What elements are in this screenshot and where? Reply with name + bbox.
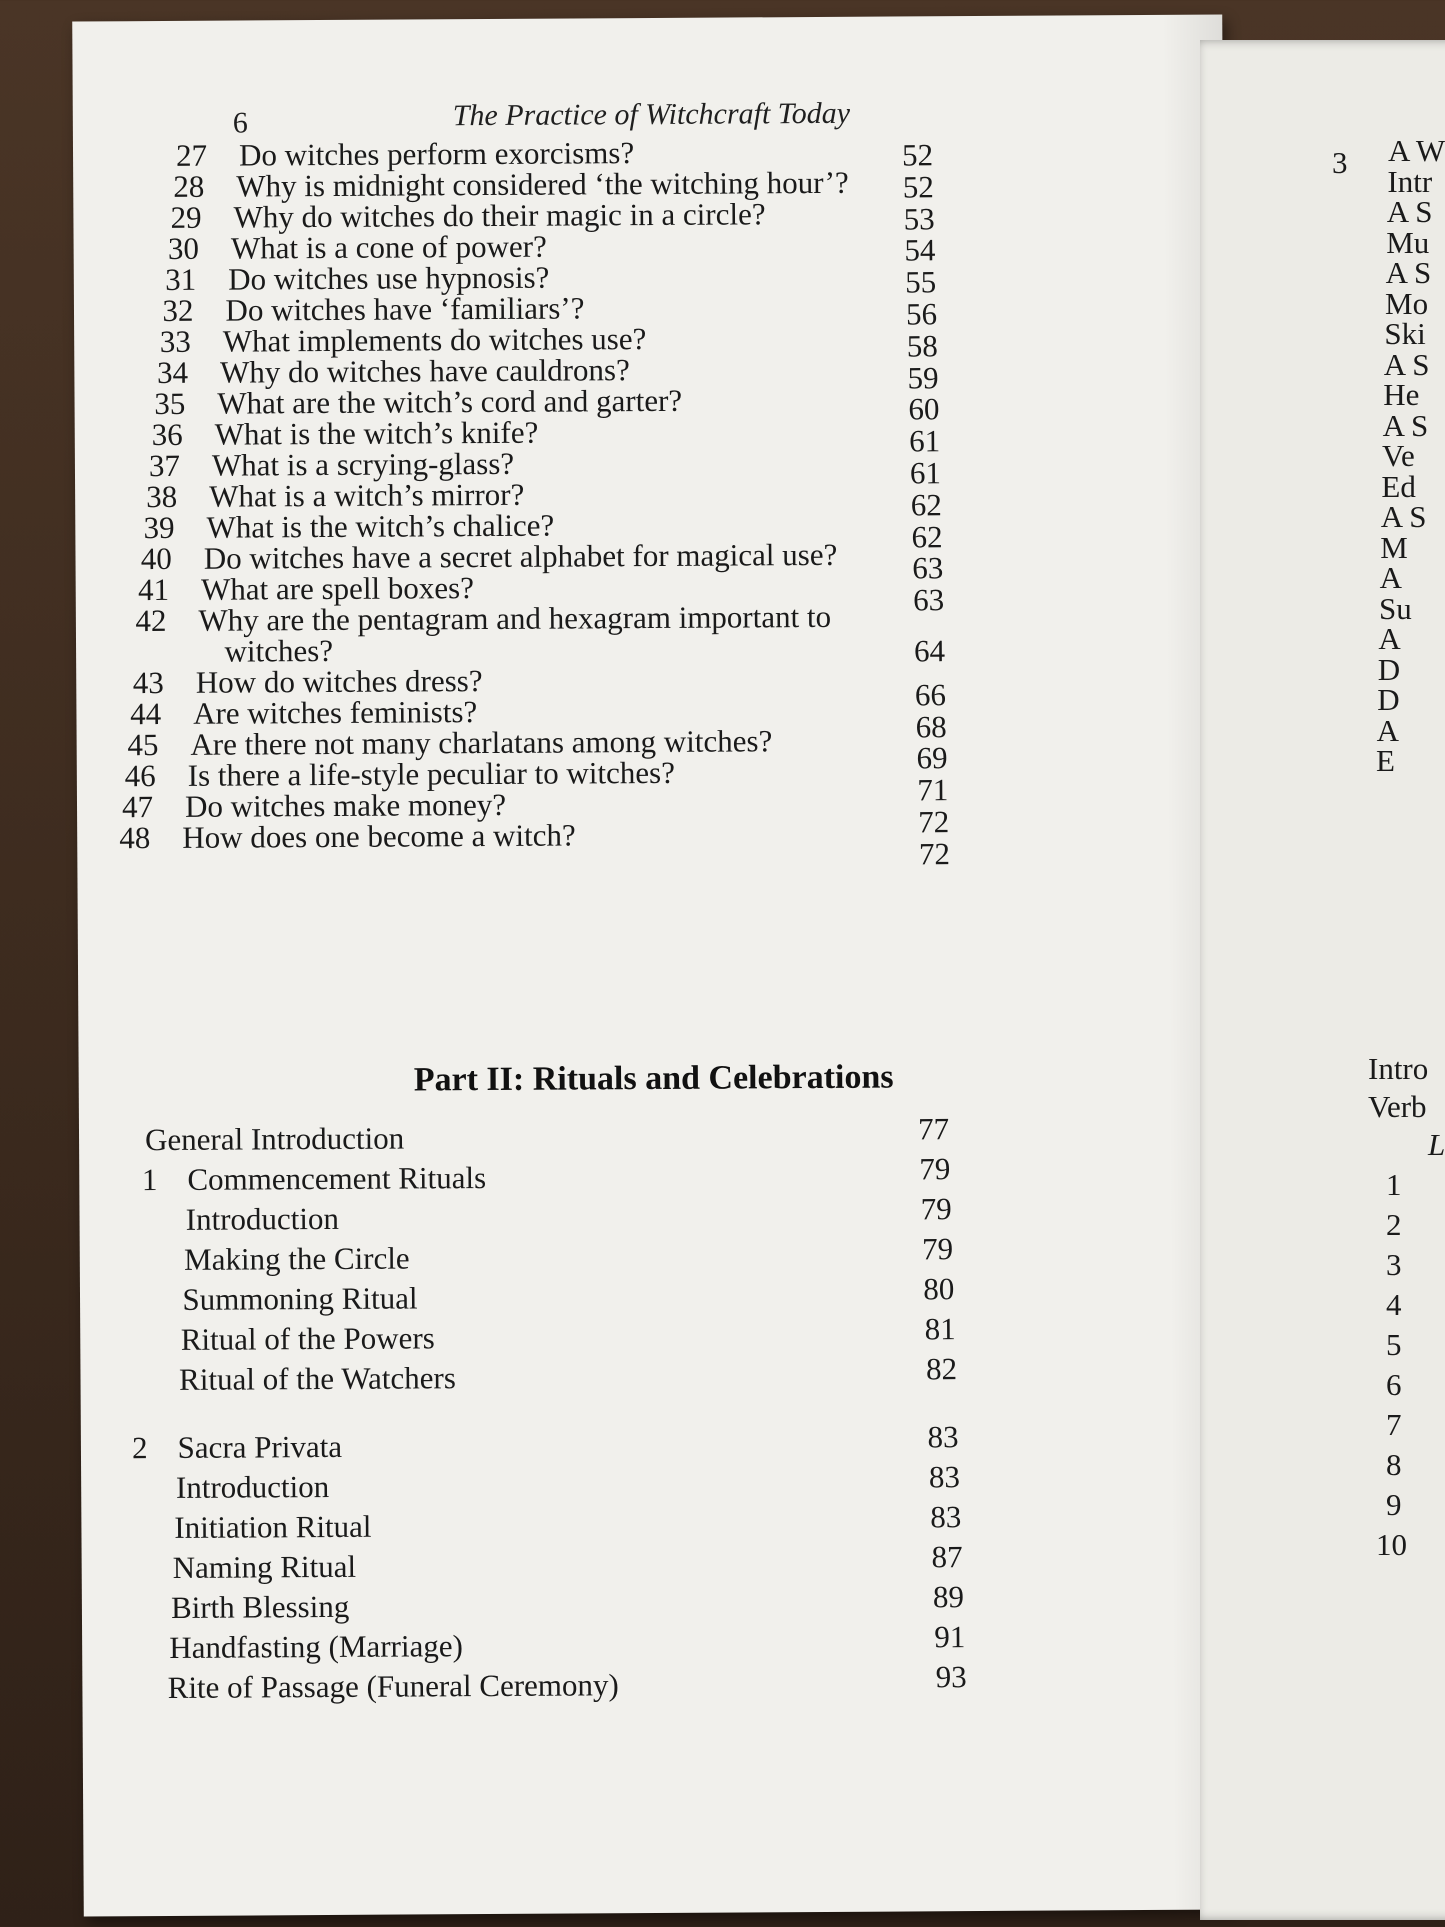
page-header xyxy=(73,95,1223,140)
entry-title: Why are the pentagram and hexagram important to xyxy=(198,598,832,638)
entry-title: Do witches have ‘familiars’? xyxy=(225,290,585,328)
right-page-fragment: A S xyxy=(1382,407,1429,443)
chapter-number: 3 xyxy=(1332,145,1348,180)
entry-title: What is a cone of power? xyxy=(230,228,547,266)
right-page-fragment: Ski xyxy=(1384,316,1426,351)
entry-number: 30 xyxy=(167,230,200,266)
entry-number: 34 xyxy=(156,354,189,391)
right-page-fragment: A S xyxy=(1386,194,1433,229)
book-page-left xyxy=(72,15,1234,1917)
right-page-fragment: A S xyxy=(1385,255,1432,290)
entry-page: 66 xyxy=(914,677,947,713)
entry-page: 52 xyxy=(901,137,934,173)
entry-title-continued: witches? xyxy=(224,632,334,669)
entry-title: Ritual of the Watchers xyxy=(179,1360,456,1397)
page-number: 6 xyxy=(232,106,248,140)
right-page-fragment: Intr xyxy=(1387,163,1433,199)
entry-page: 79 xyxy=(919,1151,951,1187)
right-page-fragment: L xyxy=(1428,1127,1445,1162)
entry-number: 1 xyxy=(141,1162,158,1198)
entry-number: 27 xyxy=(175,137,208,173)
entry-title: Commencement Rituals xyxy=(187,1160,487,1197)
entry-page: 52 xyxy=(902,169,934,205)
right-page-fragment: He xyxy=(1383,377,1420,412)
entry-number: 43 xyxy=(132,664,164,701)
entry-page: 68 xyxy=(915,708,947,744)
right-page-number: 4 xyxy=(1386,1287,1402,1322)
right-page-fragment: Mo xyxy=(1385,285,1429,321)
entry-page: 63 xyxy=(912,550,944,586)
entry-title: Why is midnight considered ‘the witching hour’? xyxy=(236,164,849,204)
entry-title: Are there not many charlatans among witches? xyxy=(190,723,773,762)
entry-title: What are spell boxes? xyxy=(200,570,475,607)
entry-title: What is a witch’s mirror? xyxy=(209,476,525,514)
entry-title: Do witches make money? xyxy=(184,786,507,824)
entry-page: 64 xyxy=(913,633,946,669)
entry-title: What implements do witches use? xyxy=(222,321,647,359)
right-page-number: 6 xyxy=(1386,1367,1402,1402)
right-page-number: 9 xyxy=(1386,1487,1402,1522)
entry-page: 72 xyxy=(918,804,950,840)
entry-title: Do witches have a secret alphabet for magical use? xyxy=(203,536,838,576)
entry-title: Summoning Ritual xyxy=(182,1280,418,1317)
right-page-fragment: Mu xyxy=(1386,224,1430,260)
entry-page: 72 xyxy=(918,835,951,872)
entry-title: Is there a life-style peculiar to witches? xyxy=(187,754,676,793)
entry-number: 37 xyxy=(148,447,181,484)
entry-page: 54 xyxy=(904,232,936,268)
entry-title: Why do witches do their magic in a circle? xyxy=(233,196,766,235)
entry-title: Rite of Passage (Funeral Ceremony) xyxy=(167,1667,619,1705)
right-page-fragment: A xyxy=(1379,560,1402,595)
entry-number: 33 xyxy=(159,323,191,360)
entry-number: 41 xyxy=(137,571,170,608)
entry-title: Do witches perform exorcisms? xyxy=(238,135,635,173)
entry-title: Naming Ritual xyxy=(172,1548,357,1585)
entry-number: 44 xyxy=(130,696,162,732)
entry-page: 93 xyxy=(935,1659,967,1695)
entry-number: 36 xyxy=(151,416,183,453)
entry-number: 45 xyxy=(127,727,159,763)
right-page-fragment: Su xyxy=(1379,590,1412,626)
entry-page: 71 xyxy=(917,772,949,808)
entry-number: 48 xyxy=(119,820,151,856)
right-page-fragment: D xyxy=(1377,651,1401,687)
entry-number: 2 xyxy=(132,1430,148,1466)
part-heading: Part II: Rituals and Celebrations xyxy=(413,1058,894,1099)
right-page-fragment: A S xyxy=(1380,499,1427,534)
entry-page: 79 xyxy=(920,1191,952,1227)
entry-number: 40 xyxy=(140,540,172,577)
right-page-fragment: A W xyxy=(1388,133,1445,168)
entry-page: 79 xyxy=(921,1231,954,1267)
entry-page: 60 xyxy=(908,391,940,427)
entry-number: 29 xyxy=(170,199,202,235)
entry-title: What is the witch’s chalice? xyxy=(206,507,555,545)
right-page-fragment: Verb xyxy=(1368,1089,1427,1124)
right-page-fragment: Ed xyxy=(1381,468,1416,504)
right-page-number: 7 xyxy=(1386,1407,1402,1442)
entry-title: Initiation Ritual xyxy=(174,1508,372,1545)
right-page-number: 5 xyxy=(1386,1327,1402,1362)
entry-page: 61 xyxy=(909,423,941,459)
right-page-fragment: A xyxy=(1378,621,1401,656)
entry-number: 42 xyxy=(135,602,167,639)
running-title: The Practice of Witchcraft Today xyxy=(452,96,851,133)
right-page-number: 8 xyxy=(1386,1447,1402,1482)
right-page-fragment: E xyxy=(1376,743,1395,778)
entry-page: 83 xyxy=(930,1499,962,1535)
book-page-right xyxy=(1200,40,1445,1920)
right-page-fragment: A xyxy=(1376,712,1399,748)
entry-title: General Introduction xyxy=(144,1120,405,1158)
entry-page: 59 xyxy=(907,359,939,396)
entry-page: 55 xyxy=(905,264,937,300)
entry-number: 39 xyxy=(143,509,175,546)
entry-title: Birth Blessing xyxy=(170,1588,350,1625)
entry-number: 28 xyxy=(173,168,205,204)
entry-page: 81 xyxy=(924,1311,956,1347)
right-page-fragment: M xyxy=(1380,529,1408,565)
entry-number: 35 xyxy=(154,385,186,422)
entry-title: What is the witch’s knife? xyxy=(214,414,539,452)
entry-page: 89 xyxy=(932,1579,965,1615)
entry-page: 63 xyxy=(913,582,945,618)
entry-page: 83 xyxy=(928,1459,961,1495)
entry-title: Introduction xyxy=(175,1468,330,1505)
entry-page: 82 xyxy=(925,1351,958,1387)
right-page-fragment: D xyxy=(1377,682,1400,717)
right-page-number: 3 xyxy=(1386,1247,1402,1282)
entry-page: 53 xyxy=(903,200,935,237)
entry-title: Are witches feminists? xyxy=(193,694,478,731)
right-page-number: 2 xyxy=(1386,1207,1402,1242)
right-page-number: 1 xyxy=(1386,1167,1402,1202)
entry-page: 77 xyxy=(917,1111,950,1147)
entry-number: 47 xyxy=(121,789,154,825)
entry-title: How does one become a witch? xyxy=(182,817,576,855)
entry-page: 69 xyxy=(916,740,948,776)
entry-page: 87 xyxy=(931,1539,963,1575)
entry-title: What is a scrying-glass? xyxy=(211,445,515,483)
entry-title: Introduction xyxy=(185,1200,340,1237)
entry-title: Why do witches have cauldrons? xyxy=(219,352,630,390)
entry-title: Making the Circle xyxy=(183,1240,410,1277)
entry-title: Do witches use hypnosis? xyxy=(228,259,550,297)
entry-page: 80 xyxy=(923,1271,955,1307)
right-page-fragment: Intro xyxy=(1368,1051,1429,1086)
entry-title: Ritual of the Powers xyxy=(180,1320,435,1357)
entry-title: Sacra Privata xyxy=(177,1428,343,1465)
right-page-number: 10 xyxy=(1376,1527,1407,1562)
entry-page: 91 xyxy=(934,1619,966,1655)
entry-page: 62 xyxy=(910,487,942,523)
entry-page: 62 xyxy=(911,518,943,555)
right-page-fragment: Ve xyxy=(1382,438,1415,473)
entry-page: 83 xyxy=(927,1419,959,1455)
right-page-fragment: A S xyxy=(1383,346,1430,382)
entry-title: Handfasting (Marriage) xyxy=(169,1628,463,1665)
entry-number: 38 xyxy=(146,478,178,515)
entry-title: What are the witch’s cord and garter? xyxy=(217,382,683,421)
entry-number: 31 xyxy=(165,261,197,297)
entry-number: 46 xyxy=(124,758,156,794)
entry-number: 32 xyxy=(162,292,194,328)
entry-page: 61 xyxy=(909,455,942,491)
entry-page: 58 xyxy=(906,328,938,364)
entry-page: 56 xyxy=(905,296,938,332)
entry-title: How do witches dress? xyxy=(195,663,483,700)
